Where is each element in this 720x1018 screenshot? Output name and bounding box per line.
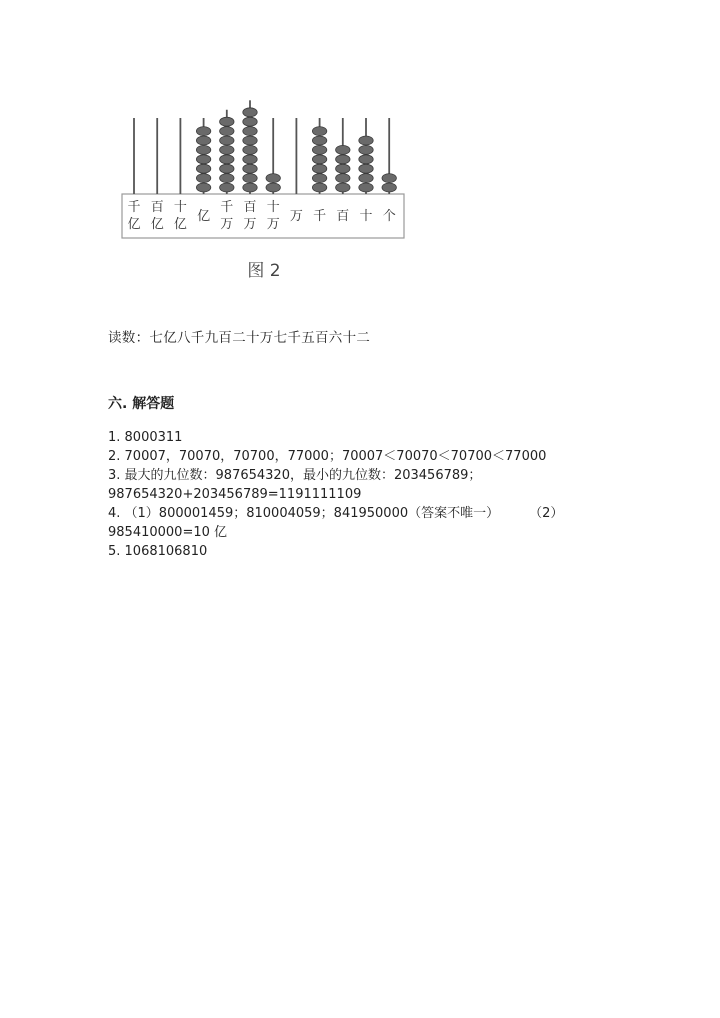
- abacus-bead: [312, 183, 326, 192]
- answer-3-line-1: 3. 最大的九位数：987654320，最小的九位数：203456789；: [108, 468, 482, 483]
- abacus-bead: [243, 174, 257, 183]
- answer-5: 5. 1068106810: [108, 544, 208, 559]
- answer-4-part-1: 4. （1）800001459；810004059；841950000（答案不唯一）: [108, 506, 500, 521]
- abacus-figure: [118, 88, 410, 281]
- abacus-bead: [196, 127, 210, 136]
- place-value-label: 个: [382, 209, 396, 224]
- place-value-label: 亿: [127, 217, 141, 232]
- abacus-bead: [359, 183, 373, 192]
- abacus-bead: [312, 155, 326, 164]
- abacus-bead: [220, 174, 234, 183]
- abacus-bead: [336, 145, 350, 154]
- abacus-bead: [243, 145, 257, 154]
- answers-block: [108, 428, 564, 561]
- answer-4-part-2-label: （2）: [529, 506, 564, 521]
- abacus-bead: [220, 136, 234, 145]
- abacus-bead: [243, 117, 257, 126]
- abacus-bead: [312, 136, 326, 145]
- place-value-label: 百: [243, 200, 257, 215]
- abacus-bead: [243, 127, 257, 136]
- abacus-bead: [312, 127, 326, 136]
- abacus-bead: [266, 183, 280, 192]
- abacus-bead: [359, 145, 373, 154]
- abacus-bead: [336, 174, 350, 183]
- place-value-label: 万: [266, 217, 280, 232]
- place-value-label: 亿: [173, 217, 187, 232]
- answer-2: 2. 70007，70070，70700，77000；70007＜70070＜70700＜77000: [108, 449, 547, 464]
- abacus-bead: [220, 127, 234, 136]
- place-value-label: 百: [336, 209, 350, 224]
- abacus-bead: [266, 174, 280, 183]
- place-value-label: 十: [359, 209, 373, 224]
- place-value-label: 千: [220, 200, 234, 215]
- abacus-bead: [243, 155, 257, 164]
- abacus-bead: [382, 183, 396, 192]
- abacus-bead: [359, 136, 373, 145]
- abacus-bead: [196, 164, 210, 173]
- abacus-bead: [220, 145, 234, 154]
- abacus-bead: [196, 183, 210, 192]
- place-value-label: 百: [150, 200, 164, 215]
- abacus-bead: [336, 183, 350, 192]
- place-value-label: 万: [220, 217, 234, 232]
- place-value-label: 万: [243, 217, 257, 232]
- abacus-bead: [196, 145, 210, 154]
- place-value-label: 亿: [150, 217, 164, 232]
- figure-caption: 图 2: [247, 261, 281, 281]
- place-value-label: 十: [173, 200, 187, 215]
- abacus-bead: [312, 145, 326, 154]
- abacus-bead: [220, 164, 234, 173]
- abacus-bead: [243, 136, 257, 145]
- place-value-label: 万: [289, 209, 303, 224]
- answer-4-line-2: 985410000=10 亿: [108, 525, 228, 540]
- abacus-bead: [336, 164, 350, 173]
- section-title: 六. 解答题: [108, 396, 175, 412]
- place-value-label: 千: [313, 209, 327, 224]
- abacus-bead: [243, 164, 257, 173]
- answer-1: 1. 8000311: [108, 430, 183, 445]
- answer-4-line-1: [108, 504, 564, 523]
- abacus-diagram: [118, 88, 410, 248]
- abacus-bead: [196, 136, 210, 145]
- abacus-bead: [220, 155, 234, 164]
- reading-text: 读数：七亿八千九百二十万七千五百六十二: [108, 330, 371, 346]
- answer-3-line-2: 987654320+203456789=1191111109: [108, 487, 362, 502]
- abacus-bead: [359, 174, 373, 183]
- place-value-label: 亿: [197, 209, 211, 224]
- abacus-bead: [312, 164, 326, 173]
- abacus-bead: [196, 174, 210, 183]
- abacus-bead: [220, 117, 234, 126]
- place-value-label: 十: [266, 200, 280, 215]
- abacus-bead: [196, 155, 210, 164]
- abacus-bead: [359, 164, 373, 173]
- place-value-label: 千: [127, 200, 141, 215]
- abacus-bead: [243, 183, 257, 192]
- abacus-bead: [382, 174, 396, 183]
- abacus-bead: [359, 155, 373, 164]
- abacus-bead: [312, 174, 326, 183]
- abacus-bead: [243, 108, 257, 117]
- abacus-bead: [220, 183, 234, 192]
- abacus-bead: [336, 155, 350, 164]
